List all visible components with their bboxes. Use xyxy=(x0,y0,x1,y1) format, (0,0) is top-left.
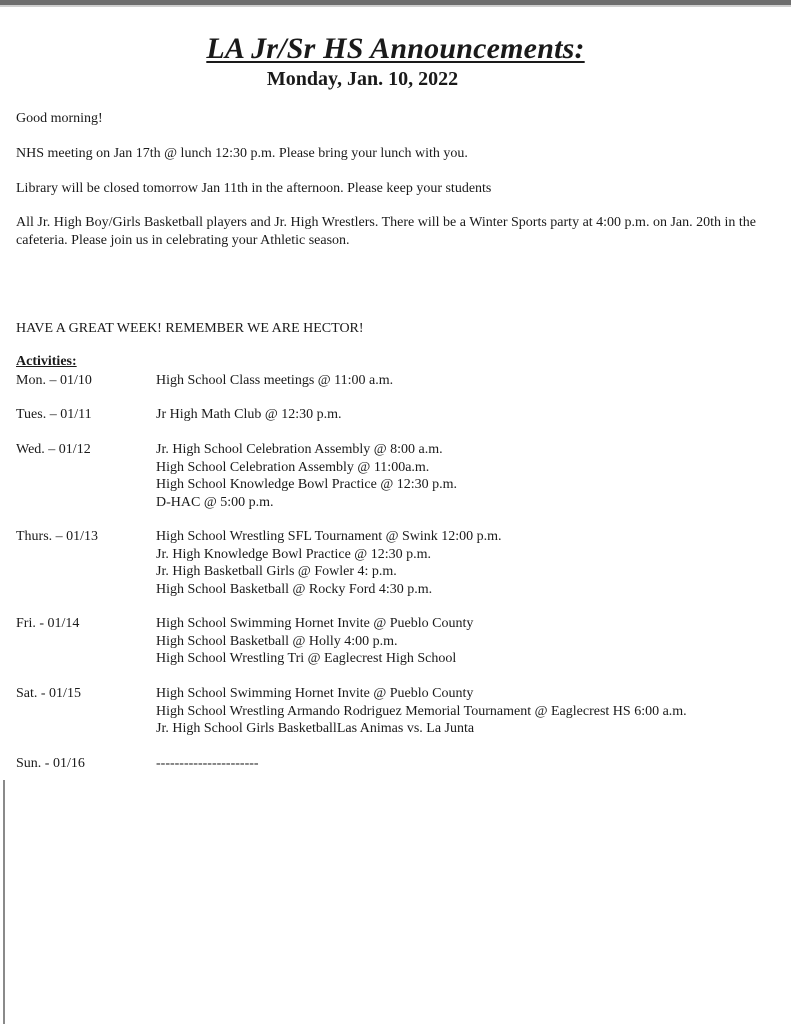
day-activities xyxy=(156,615,776,668)
activity-item: High School Swimming Hornet Invite @ Pueblo County xyxy=(156,616,474,631)
activities-heading: Activities: xyxy=(16,354,77,369)
day-label: Mon. – 01/10 xyxy=(16,373,92,388)
activity-item: High School Celebration Assembly @ 11:00a.m. xyxy=(156,459,430,475)
activity-item: High School Basketball @ Rocky Ford 4:30 p.m. xyxy=(156,581,433,597)
announcement-winter-sports-party: All Jr. High Boy/Girls Basketball players and Jr. High Wrestlers. There will be a Winter Sports party at 4:00 p.m. on Jan. 20th in the cafeteria. Please join us in celebrating your Athletic season. xyxy=(16,215,756,248)
day-label: Sun. - 01/16 xyxy=(16,756,85,771)
activity-item: High School Basketball @ Holly 4:00 p.m. xyxy=(156,633,398,649)
announcement-nhs-meeting: NHS meeting on Jan 17th @ lunch 12:30 p.m. Please bring your lunch with you. xyxy=(16,146,468,161)
activity-item: High School Knowledge Bowl Practice @ 12:30 p.m. xyxy=(156,477,458,492)
activity-item: Jr. High Knowledge Bowl Practice @ 12:30 p.m. xyxy=(156,546,431,562)
activity-placeholder: ---------------------- xyxy=(156,756,259,771)
activity-item: Jr. High School Celebration Assembly @ 8:00 a.m. xyxy=(156,442,443,457)
greeting: Good morning! xyxy=(16,111,103,126)
activity-item: Jr High Math Club @ 12:30 p.m. xyxy=(156,407,342,422)
scan-edge-left xyxy=(3,780,5,1024)
scan-edge-shadow xyxy=(0,5,791,7)
day-activities xyxy=(156,406,776,424)
announcement-date: Monday, Jan. 10, 2022 xyxy=(266,68,459,90)
activity-item: High School Wrestling Tri @ Eaglecrest High School xyxy=(156,651,457,666)
day-label: Fri. - 01/14 xyxy=(16,616,80,631)
day-activities xyxy=(156,755,776,773)
day-label: Sat. - 01/15 xyxy=(16,686,81,701)
day-label: Thurs. – 01/13 xyxy=(16,529,99,544)
day-activities xyxy=(156,441,776,511)
activity-item: High School Wrestling SFL Tournament @ Swink 12:00 p.m. xyxy=(156,529,502,544)
announcement-library-closed: Library will be closed tomorrow Jan 11th in the afternoon. Please keep your students xyxy=(16,181,492,196)
announcement-closing: HAVE A GREAT WEEK! REMEMBER WE ARE HECTOR! xyxy=(16,321,364,336)
day-label: Tues. – 01/11 xyxy=(16,407,92,422)
activity-item: Jr. High School Girls BasketballLas Animas vs. La Junta xyxy=(156,721,475,736)
day-activities xyxy=(156,372,776,390)
page-title: LA Jr/Sr HS Announcements: xyxy=(206,32,585,65)
day-label: Wed. – 01/12 xyxy=(16,442,91,457)
activity-item: High School Class meetings @ 11:00 a.m. xyxy=(156,373,394,388)
activity-item: High School Wrestling Armando Rodriguez Memorial Tournament @ Eaglecrest HS 6:00 a.m. xyxy=(156,703,687,719)
activity-item: Jr. High Basketball Girls @ Fowler 4: p.m. xyxy=(156,564,397,579)
activity-item: High School Swimming Hornet Invite @ Pueblo County xyxy=(156,686,474,701)
activity-item: D-HAC @ 5:00 p.m. xyxy=(156,494,274,510)
day-activities xyxy=(156,685,776,738)
day-activities xyxy=(156,528,776,598)
